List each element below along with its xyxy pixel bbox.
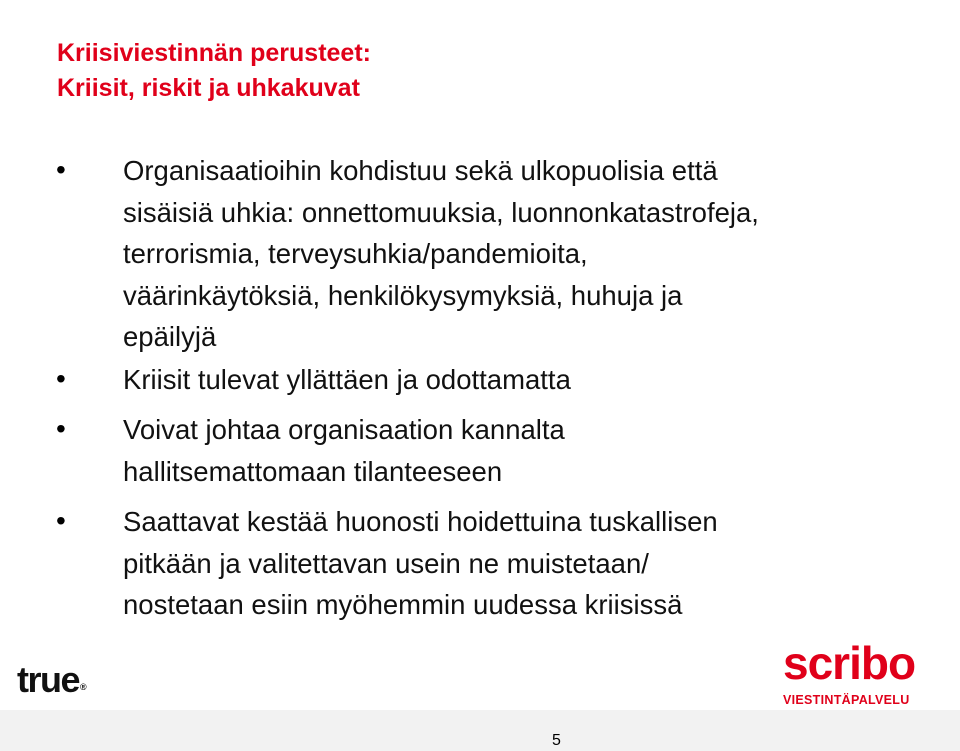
bullet-line: terrorismia, terveysuhkia/pandemioita, bbox=[123, 238, 588, 269]
bullet-line: hallitsemattomaan tilanteeseen bbox=[123, 455, 503, 487]
bullet-dot: • bbox=[56, 505, 66, 536]
bullet-text bbox=[123, 150, 943, 358]
bullet-line: väärinkäytöksiä, henkilökysymyksiä, huhuja ja bbox=[123, 279, 683, 311]
scribo-logo-subtitle: VIESTINTÄPALVELU bbox=[783, 693, 910, 707]
bullet-line: Organisaatioihin kohdistuu sekä ulkopuolisia että bbox=[123, 155, 718, 186]
slide-title bbox=[57, 36, 371, 106]
bullet-line: nostetaan esiin myöhemmin uudessa kriisissä bbox=[123, 589, 683, 620]
bullet-item bbox=[0, 359, 960, 401]
bullet-list bbox=[0, 150, 960, 626]
bullet-dot: • bbox=[56, 154, 66, 185]
bullet-line: Saattavat kestää huonosti hoidettuina tuskallisen bbox=[123, 506, 718, 537]
bullet-item bbox=[0, 409, 960, 492]
bullet-line: Kriisit tulevat yllättäen ja odottamatta bbox=[123, 363, 571, 395]
true-logo-text: true bbox=[17, 659, 80, 700]
bullet-line: Voivat johtaa organisaation kannalta bbox=[123, 414, 565, 445]
scribo-logo bbox=[783, 637, 943, 708]
bullet-item bbox=[0, 501, 960, 626]
bullet-dot: • bbox=[56, 413, 66, 444]
bullet-dot: • bbox=[56, 362, 66, 394]
bullet-text bbox=[123, 359, 943, 401]
bullet-line: sisäisiä uhkia: onnettomuuksia, luonnonkatastrofeja, bbox=[123, 196, 759, 228]
page-number: 5 bbox=[552, 732, 561, 749]
footer-strip bbox=[0, 710, 960, 751]
bullet-item bbox=[0, 150, 960, 358]
bullet-line: epäilyjä bbox=[123, 321, 217, 352]
bullet-line: pitkään ja valitettavan usein ne muistetaan/ bbox=[123, 547, 649, 579]
registered-mark: ® bbox=[80, 682, 87, 692]
bullet-text bbox=[123, 409, 943, 492]
title-line-2: Kriisit, riskit ja uhkakuvat bbox=[57, 74, 360, 102]
bullet-text bbox=[123, 501, 943, 626]
true-logo bbox=[17, 660, 87, 707]
title-line-1: Kriisiviestinnän perusteet: bbox=[57, 39, 371, 67]
scribo-logo-text: scribo bbox=[783, 637, 916, 689]
